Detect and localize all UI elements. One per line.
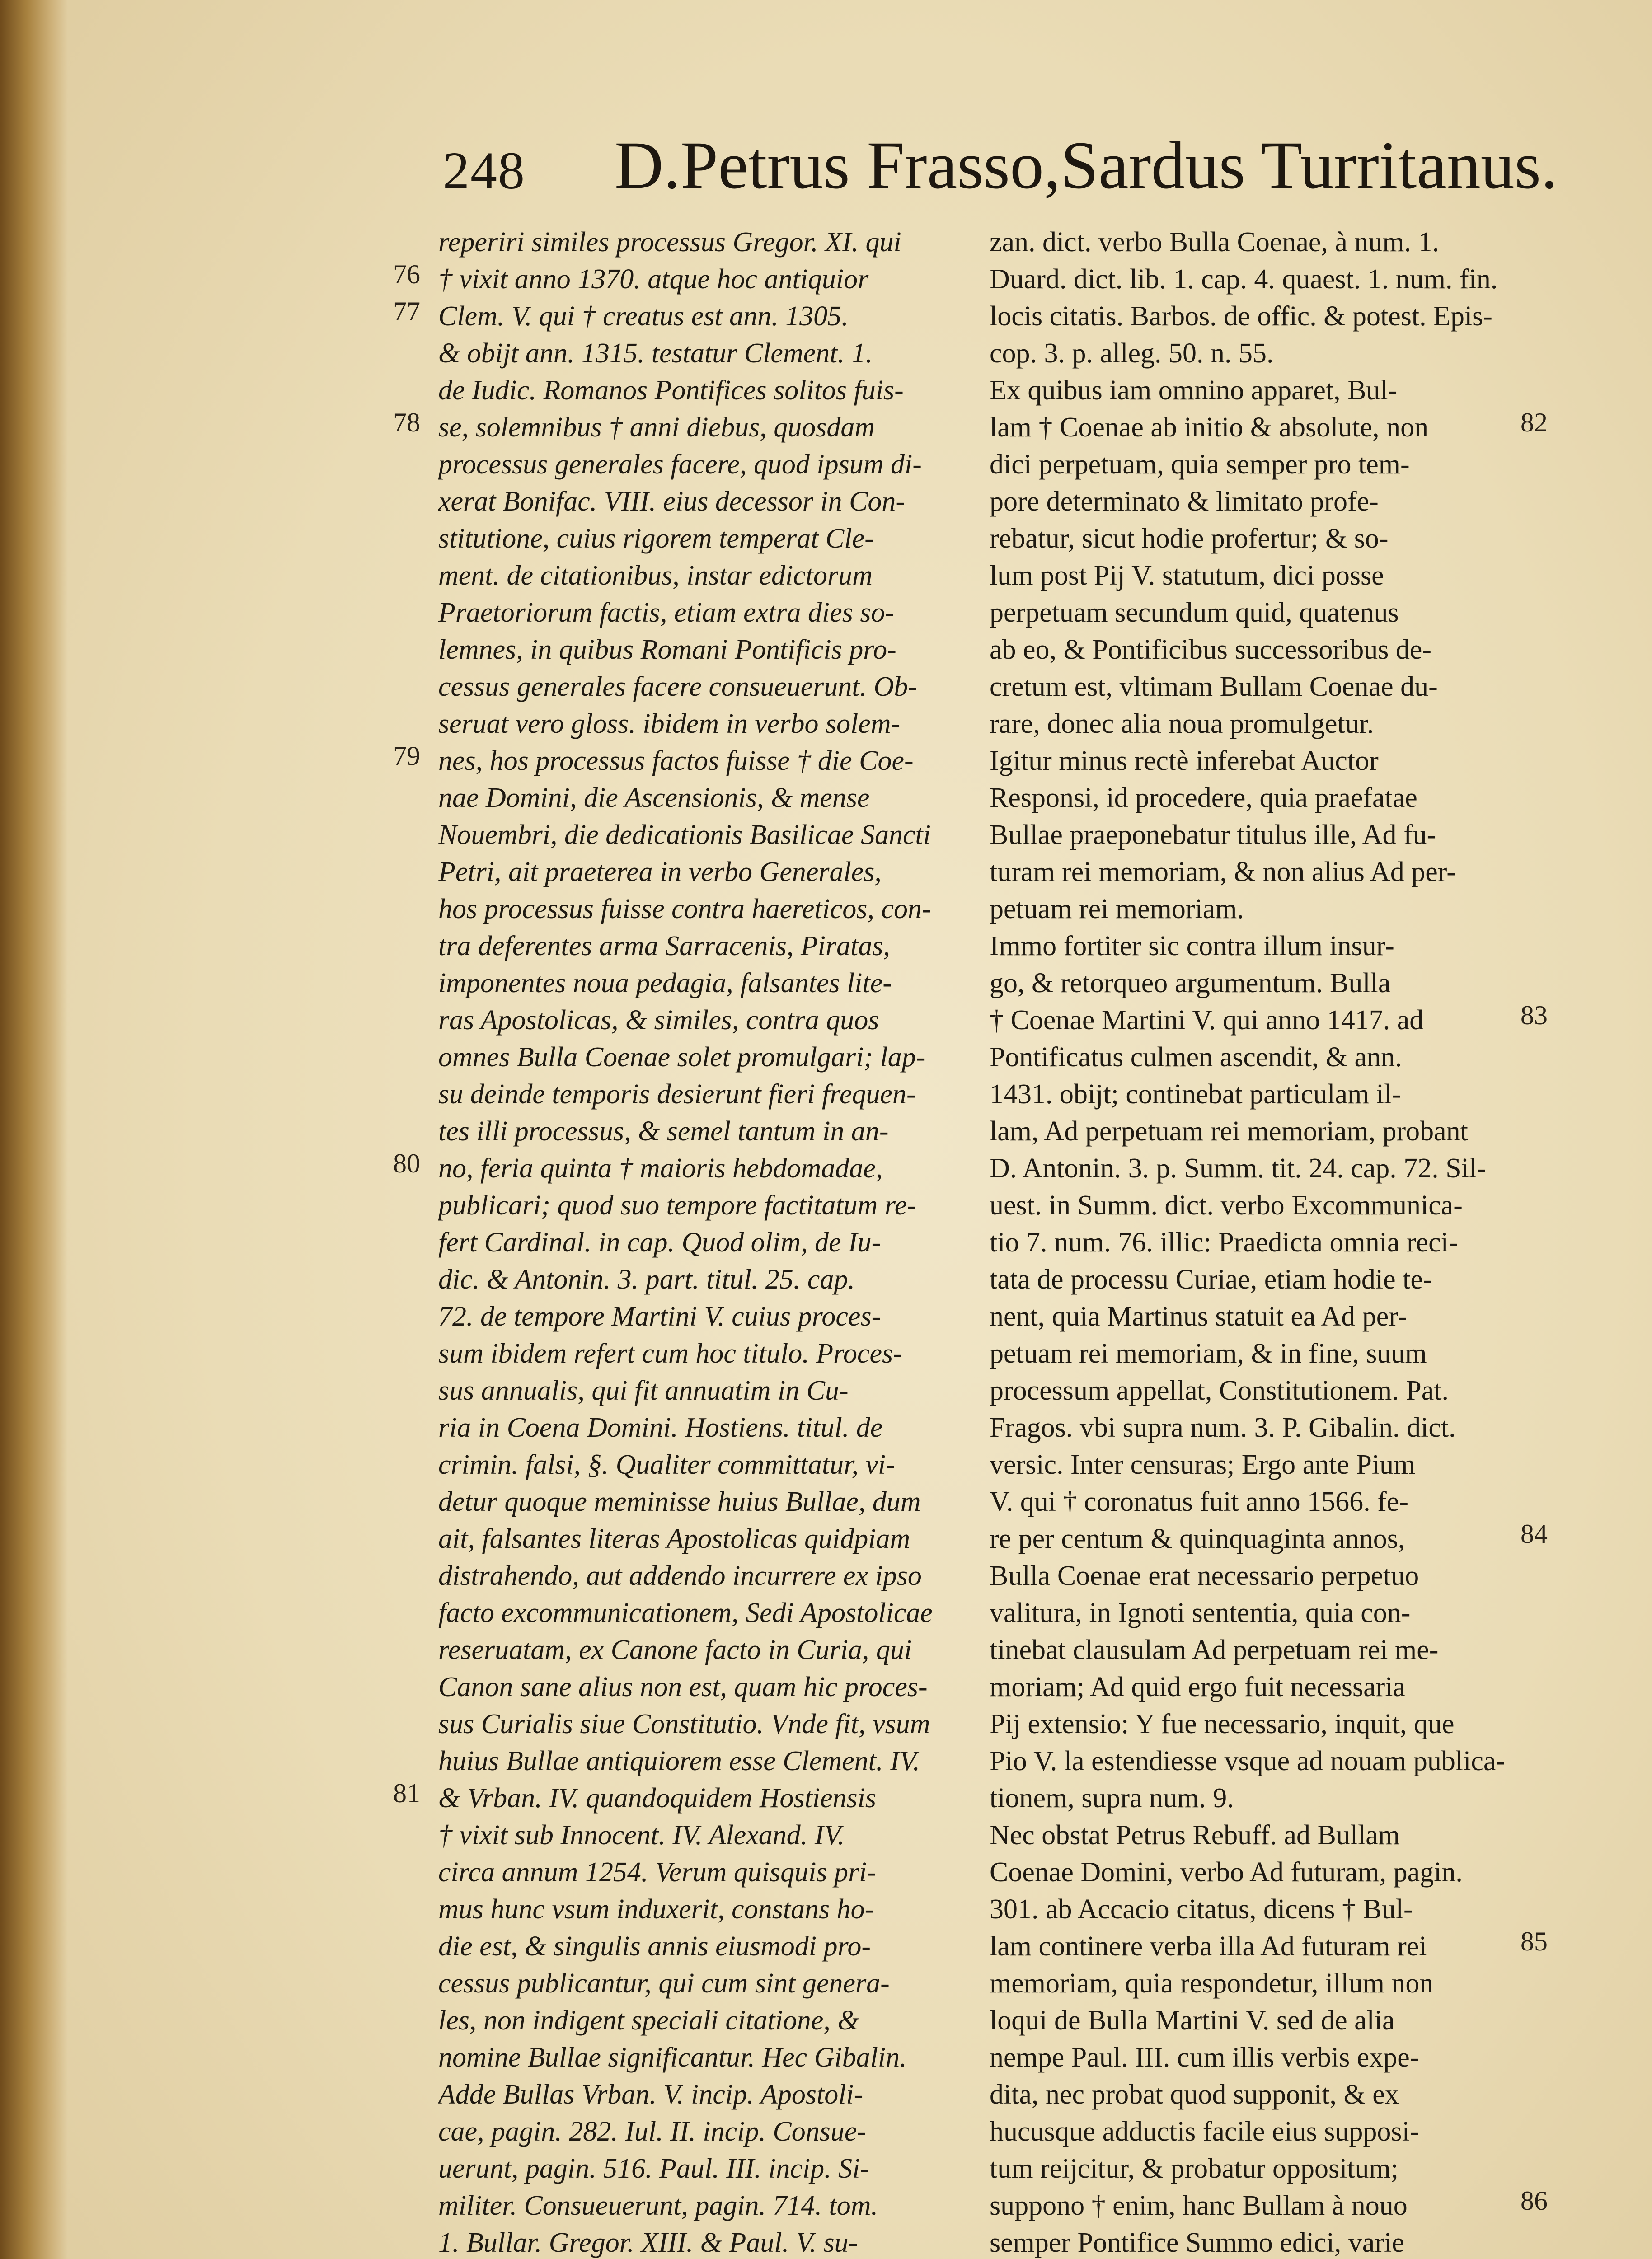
margin-number: 80 bbox=[393, 1148, 420, 1178]
text-line: ras Apostolicas, & similes, contra quos bbox=[438, 1005, 879, 1036]
text-line: lam † Coenae ab initio & absolute, non bbox=[990, 412, 1429, 443]
text-line: rare, donec alia noua promulgetur. bbox=[990, 708, 1374, 739]
text-line: cessus generales facere consueuerunt. Ob- bbox=[438, 671, 918, 702]
margin-number: 85 bbox=[1521, 1926, 1548, 1956]
text-line: dici perpetuam, quia semper pro tem- bbox=[990, 449, 1410, 480]
text-line: Clem. V. qui † creatus est ann. 1305. bbox=[438, 301, 849, 332]
text-line: pore determinato & limitato profe- bbox=[990, 486, 1379, 517]
page-gutter bbox=[0, 0, 68, 2259]
text-line: Praetoriorum factis, etiam extra dies so- bbox=[438, 597, 895, 628]
text-line: 72. de tempore Martini V. cuius proces- bbox=[438, 1301, 881, 1332]
text-line: loqui de Bulla Martini V. sed de alia bbox=[990, 2005, 1395, 2036]
text-line: su deinde temporis desierunt fieri frequen- bbox=[438, 1079, 916, 1110]
text-line: tionem, supra num. 9. bbox=[990, 1783, 1234, 1814]
text-line: turam rei memoriam, & non alius Ad per- bbox=[990, 857, 1456, 887]
text-line: Bullae praeponebatur titulus ille, Ad fu- bbox=[990, 820, 1436, 850]
text-line: reseruatam, ex Canone facto in Curia, qui bbox=[438, 1635, 912, 1665]
text-line: tra deferentes arma Sarracenis, Piratas, bbox=[438, 931, 890, 961]
text-line: Responsi, id procedere, quia praefatae bbox=[990, 783, 1417, 813]
text-line: xerat Bonifac. VIII. eius decessor in Con- bbox=[438, 486, 906, 517]
text-line: huius Bullae antiquiorem esse Clement. IV. bbox=[438, 1746, 920, 1776]
text-line: fert Cardinal. in cap. Quod olim, de Iu- bbox=[438, 1227, 881, 1258]
text-line: hos processus fuisse contra haereticos, con- bbox=[438, 894, 931, 924]
margin-number: 78 bbox=[393, 408, 420, 437]
text-line: sus annualis, qui fit annuatim in Cu- bbox=[438, 1375, 849, 1406]
text-line: lum post Pij V. statutum, dici posse bbox=[990, 560, 1384, 591]
text-line: V. qui † coronatus fuit anno 1566. fe- bbox=[990, 1486, 1408, 1517]
text-line: cessus publicantur, qui cum sint genera- bbox=[438, 1968, 890, 1999]
text-line: 1431. obijt; continebat particulam il- bbox=[990, 1079, 1401, 1110]
margin-number: 79 bbox=[393, 741, 420, 771]
text-line: Ex quibus iam omnino apparet, Bul- bbox=[990, 375, 1398, 406]
text-line: petuam rei memoriam. bbox=[990, 894, 1244, 924]
text-line: crimin. falsi, §. Qualiter committatur, vi- bbox=[438, 1449, 895, 1480]
page-header bbox=[443, 127, 1558, 217]
text-line: nent, quia Martinus statuit ea Ad per- bbox=[990, 1301, 1407, 1332]
text-line: † Coenae Martini V. qui anno 1417. ad bbox=[990, 1005, 1424, 1036]
text-line: valitura, in Ignoti sententia, quia con- bbox=[990, 1598, 1411, 1628]
text-line: circa annum 1254. Verum quisquis pri- bbox=[438, 1857, 876, 1888]
text-line: Pio V. la estendiesse vsque ad nouam publica- bbox=[990, 1746, 1506, 1776]
text-line: tinebat clausulam Ad perpetuam rei me- bbox=[990, 1635, 1439, 1665]
text-line: go, & retorqueo argumentum. Bulla bbox=[990, 968, 1391, 998]
page-number: 248 bbox=[443, 141, 526, 200]
text-line: les, non indigent speciali citatione, & bbox=[438, 2005, 859, 2036]
running-title: D.Petrus Frasso,Sardus Turritanus. bbox=[615, 128, 1558, 203]
text-line: cretum est, vltimam Bullam Coenae du- bbox=[990, 671, 1438, 702]
text-line: tata de processu Curiae, etiam hodie te- bbox=[990, 1264, 1432, 1295]
text-line: imponentes noua pedagia, falsantes lite- bbox=[438, 968, 892, 998]
text-line: D. Antonin. 3. p. Summ. tit. 24. cap. 72. Sil- bbox=[990, 1153, 1486, 1184]
text-line: nempe Paul. III. cum illis verbis expe- bbox=[990, 2042, 1419, 2073]
text-line: locis citatis. Barbos. de offic. & potest. Epis- bbox=[990, 301, 1492, 332]
text-line: publicari; quod suo tempore factitatum re- bbox=[438, 1190, 916, 1221]
text-line: dic. & Antonin. 3. part. titul. 25. cap. bbox=[438, 1264, 855, 1295]
text-line: tes illi processus, & semel tantum in an- bbox=[438, 1116, 889, 1147]
text-line: Immo fortiter sic contra illum insur- bbox=[990, 931, 1394, 961]
text-line: no, feria quinta † maioris hebdomadae, bbox=[438, 1153, 883, 1184]
text-line: sum ibidem refert cum hoc titulo. Proces- bbox=[438, 1338, 902, 1369]
text-line: nomine Bullae significantur. Hec Gibalin. bbox=[438, 2042, 907, 2073]
margin-number: 84 bbox=[1521, 1519, 1548, 1549]
text-line: cae, pagin. 282. Iul. II. incip. Consue- bbox=[438, 2116, 867, 2147]
text-line: rebatur, sicut hodie profertur; & so- bbox=[990, 523, 1389, 554]
text-line: re per centum & quinquaginta annos, bbox=[990, 1523, 1405, 1554]
text-line: nes, hos processus factos fuisse † die Coe- bbox=[438, 745, 914, 776]
text-line: militer. Consueuerunt, pagin. 714. tom. bbox=[438, 2190, 878, 2221]
text-line: petuam rei memoriam, & in fine, suum bbox=[990, 1338, 1427, 1369]
text-line: † vixit anno 1370. atque hoc antiquior bbox=[438, 264, 869, 295]
text-line: mus hunc vsum induxerit, constans ho- bbox=[438, 1894, 874, 1925]
text-line: ab eo, & Pontificibus successoribus de- bbox=[990, 634, 1432, 665]
text-line: ment. de citationibus, instar edictorum bbox=[438, 560, 873, 591]
text-line: distrahendo, aut addendo incurrere ex ipso bbox=[438, 1561, 922, 1591]
text-line: uerunt, pagin. 516. Paul. III. incip. Si- bbox=[438, 2153, 869, 2184]
text-line: lemnes, in quibus Romani Pontificis pro- bbox=[438, 634, 896, 665]
text-line: de Iudic. Romanos Pontifices solitos fuis- bbox=[438, 375, 904, 406]
margin-number: 86 bbox=[1521, 2186, 1548, 2216]
text-line: nae Domini, die Ascensionis, & mense bbox=[438, 783, 870, 813]
text-line: perpetuam secundum quid, quatenus bbox=[990, 597, 1399, 628]
text-line: se, solemnibus † anni diebus, quosdam bbox=[438, 412, 875, 443]
text-line: Duard. dict. lib. 1. cap. 4. quaest. 1. num. fin. bbox=[990, 264, 1498, 295]
margin-number: 82 bbox=[1521, 408, 1548, 437]
left-column bbox=[438, 224, 940, 2259]
text-line: & Vrban. IV. quandoquidem Hostiensis bbox=[438, 1783, 877, 1814]
text-line: Petri, ait praeterea in verbo Generales, bbox=[438, 857, 882, 887]
text-line: Igitur minus rectè inferebat Auctor bbox=[990, 745, 1379, 776]
text-line: Coenae Domini, verbo Ad futuram, pagin. bbox=[990, 1857, 1463, 1888]
text-line: & obijt ann. 1315. testatur Clement. 1. bbox=[438, 338, 873, 369]
right-column bbox=[990, 224, 1509, 2259]
text-line: tum reijcitur, & probatur oppositum; bbox=[990, 2153, 1399, 2184]
margin-number: 81 bbox=[393, 1778, 420, 1808]
text-line: lam, Ad perpetuam rei memoriam, probant bbox=[990, 1116, 1468, 1147]
text-line: hucusque adductis facile eius supposi- bbox=[990, 2116, 1419, 2147]
text-line: suppono † enim, hanc Bullam à nouo bbox=[990, 2190, 1408, 2221]
text-line: facto excommunicationem, Sedi Apostolicae bbox=[438, 1598, 933, 1628]
text-line: cop. 3. p. alleg. 50. n. 55. bbox=[990, 338, 1274, 369]
text-line: Pij extensio: Y fue necessario, inquit, que bbox=[990, 1709, 1455, 1739]
text-line: † vixit sub Innocent. IV. Alexand. IV. bbox=[438, 1820, 845, 1851]
margin-number: 76 bbox=[393, 259, 420, 289]
text-line: 1. Bullar. Gregor. XIII. & Paul. V. su- bbox=[438, 2227, 858, 2258]
text-line: detur quoque meminisse huius Bullae, dum bbox=[438, 1486, 921, 1517]
text-line: stitutione, cuius rigorem temperat Cle- bbox=[438, 523, 874, 554]
text-line: die est, & singulis annis eiusmodi pro- bbox=[438, 1931, 871, 1962]
margin-number: 77 bbox=[393, 296, 420, 326]
text-line: dita, nec probat quod supponit, & ex bbox=[990, 2079, 1399, 2110]
text-line: versic. Inter censuras; Ergo ante Pium bbox=[990, 1449, 1416, 1480]
text-line: Canon sane alius non est, quam hic proces- bbox=[438, 1672, 928, 1702]
text-line: Adde Bullas Vrban. V. incip. Apostoli- bbox=[438, 2079, 864, 2110]
text-line: moriam; Ad quid ergo fuit necessaria bbox=[990, 1672, 1406, 1702]
text-line: lam continere verba illa Ad futuram rei bbox=[990, 1931, 1427, 1962]
text-line: 301. ab Accacio citatus, dicens † Bul- bbox=[990, 1894, 1413, 1925]
text-line: memoriam, quia respondetur, illum non bbox=[990, 1968, 1434, 1999]
text-line: seruat vero gloss. ibidem in verbo solem- bbox=[438, 708, 901, 739]
text-line: Pontificatus culmen ascendit, & ann. bbox=[990, 1042, 1402, 1073]
text-line: omnes Bulla Coenae solet promulgari; lap- bbox=[438, 1042, 925, 1073]
text-line: Fragos. vbi supra num. 3. P. Gibalin. dict. bbox=[990, 1412, 1456, 1443]
text-line: tio 7. num. 76. illic: Praedicta omnia reci- bbox=[990, 1227, 1458, 1258]
text-line: sus Curialis siue Constitutio. Vnde fit, vsum bbox=[438, 1709, 930, 1739]
text-line: processum appellat, Constitutionem. Pat. bbox=[990, 1375, 1449, 1406]
text-line: zan. dict. verbo Bulla Coenae, à num. 1. bbox=[990, 227, 1440, 258]
text-line: ait, falsantes literas Apostolicas quidpiam bbox=[438, 1523, 910, 1554]
text-line: reperiri similes processus Gregor. XI. qui bbox=[438, 227, 901, 258]
text-line: Nouembri, die dedicationis Basilicae Sancti bbox=[438, 820, 931, 850]
text-line: uest. in Summ. dict. verbo Excommunica- bbox=[990, 1190, 1463, 1221]
text-line: Nec obstat Petrus Rebuff. ad Bullam bbox=[990, 1820, 1400, 1851]
text-line: ria in Coena Domini. Hostiens. titul. de bbox=[438, 1412, 883, 1443]
text-line: processus generales facere, quod ipsum di- bbox=[438, 449, 922, 480]
text-line: semper Pontifice Summo edici, varie bbox=[990, 2227, 1404, 2258]
margin-number: 83 bbox=[1521, 1000, 1548, 1030]
text-line: Bulla Coenae erat necessario perpetuo bbox=[990, 1561, 1419, 1591]
